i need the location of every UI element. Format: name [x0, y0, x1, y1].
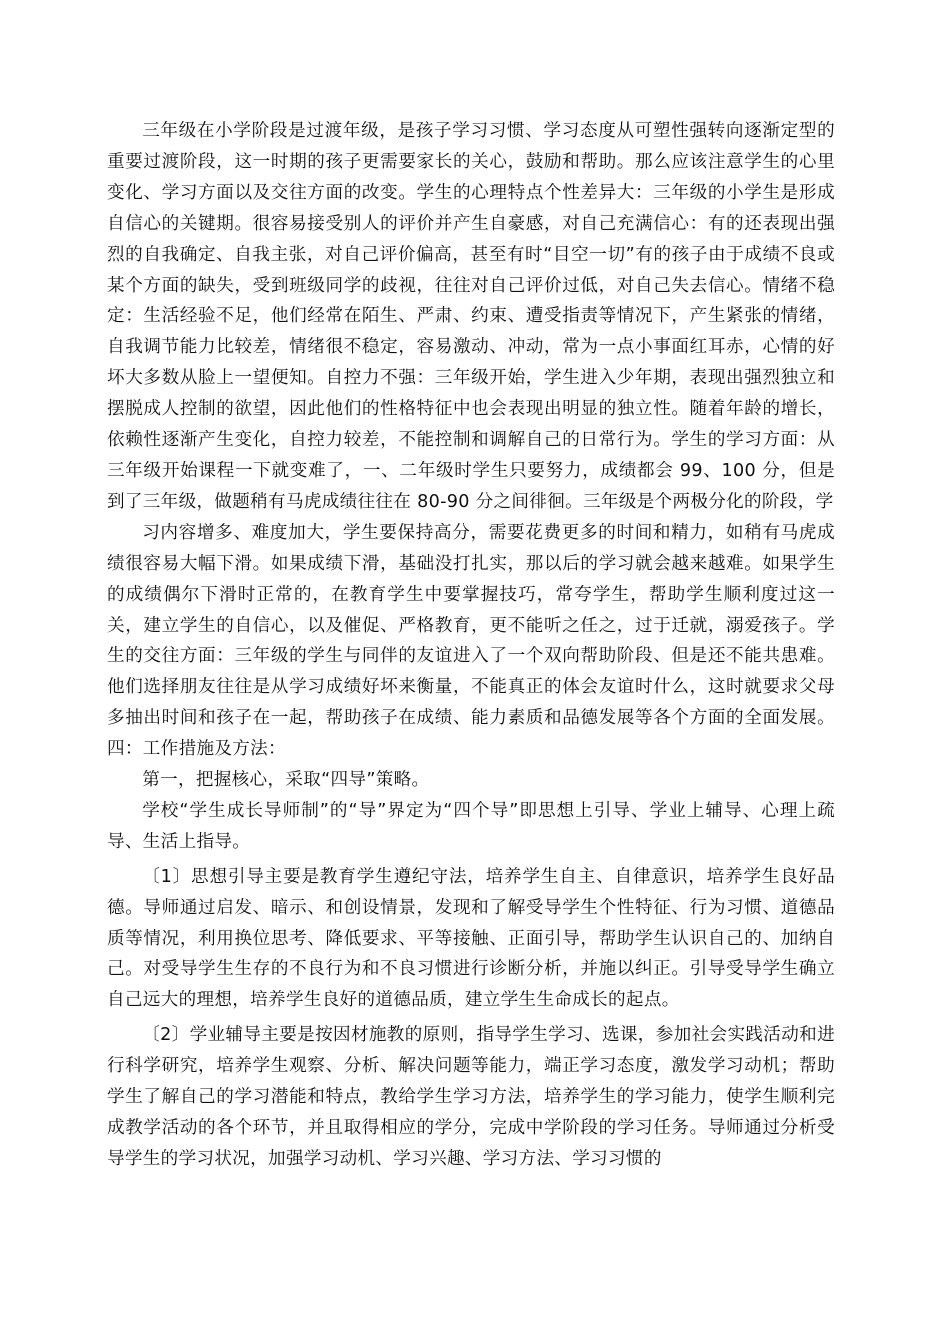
document-body	[107, 116, 835, 1175]
paragraph-learning-and-social: 习内容增多、难度加大，学生要保持高分，需要花费更多的时间和精力，如稍有马虎成绩很容易大幅下滑。如果成绩下滑，基础没打扎实，那以后的学习就会越来越难。如果学生的成绩偶尔下滑时正常的，在教育学生中要掌握技巧，常夸学生，帮助学生顺利度过这一关，建立学生的自信心，以及催促、严格教育，更不能听之任之，过于迁就，溺爱孩子。学生的交往方面：三年级的学生与同伴的友谊进入了一个双向帮助阶段、但是还不能共患难。他们选择朋友往往是从学习成绩好坏来衡量，不能真正的体会友谊时什么，这时就要求父母多抽出时间和孩子在一起，帮助孩子在成绩、能力素质和品德发展等各个方面的全面发展。四：工作措施及方法：	[107, 522, 835, 760]
paragraph-four-guides-definition: 学校“学生成长导师制”的“导”界定为“四个导”即思想上引导、学业上辅导、心理上疏导、生活上指导。	[107, 800, 835, 852]
paragraph-strategy-heading: 第一，把握核心，采取“四导”策略。	[142, 770, 430, 791]
paragraph-ideological-guidance: 〔1〕思想引导主要是教育学生遵纪守法，培养学生自主、自律意识，培养学生良好品德。导师通过启发、暗示、和创设情景，发现和了解受导学生个性特征、行为习惯、道德品质等情况，利用换位思考、降低要求、平等接触、正面引导，帮助学生认识自己的、加纳自己。对受导学生生存的不良行为和不良习惯进行诊断分析，并施以纠正。引导受导学生确立自己远大的理想，培养学生良好的道德品质，建立学生生命成长的起点。	[107, 866, 835, 1011]
paragraph-grade-three-overview: 三年级在小学阶段是过渡年级，是孩子学习习惯、学习态度从可塑性强转向逐渐定型的重要过渡阶段，这一时期的孩子更需要家长的关心，鼓励和帮助。那么应该注意学生的心里变化、学习方面以及交往方面的改变。学生的心理特点个性差异大：三年级的小学生是形成自信心的关键期。很容易接受别人的评价并产生自豪感，对自己充满信心：有的还表现出强烈的自我确定、自我主张，对自己评价偏高，甚至有时“目空一切”有的孩子由于成绩不良或某个方面的缺失，受到班级同学的歧视，往往对自己评价过低，对自己失去信心。情绪不稳定：生活经验不足，他们经常在陌生、严肃、约束、遭受指责等情况下，产生紧张的情绪，自我调节能力比较差，情绪很不稳定，容易激动、冲动，常为一点小事面红耳赤，心情的好坏大多数从脸上一望便知。自控力不强：三年级开始，学生进入少年期，表现出强烈独立和摆脱成人控制的欲望，因此他们的性格特征中也会表现出明显的独立性。随着年龄的增长，依赖性逐渐产生变化，自控力较差，不能控制和调解自己的日常行为。学生的学习方面：从三年级开始课程一下就变难了，一、二年级时学生只要努力，成绩都会 99、100 分，但是到了三年级，做题稍有马虎成绩往往在 80-90 分之间徘徊。三年级是个两极分化的阶段，学	[107, 121, 835, 512]
paragraph-academic-guidance: 〔2〕学业辅导主要是按因材施教的原则，指导学生学习、选课，参加社会实践活动和进行科学研究，培养学生观察、分析、解决问题等能力，端正学习态度，激发学习动机；帮助学生了解自己的学习潜能和特点，教给学生学习方法，培养学生的学习能力，使学生顺利完成教学活动的各个环节，并且取得相应的学分，完成中学阶段的学习任务。导师通过分析受导学生的学习状况，加强学习动机、学习兴趣、学习方法、学习习惯的	[107, 1025, 835, 1169]
